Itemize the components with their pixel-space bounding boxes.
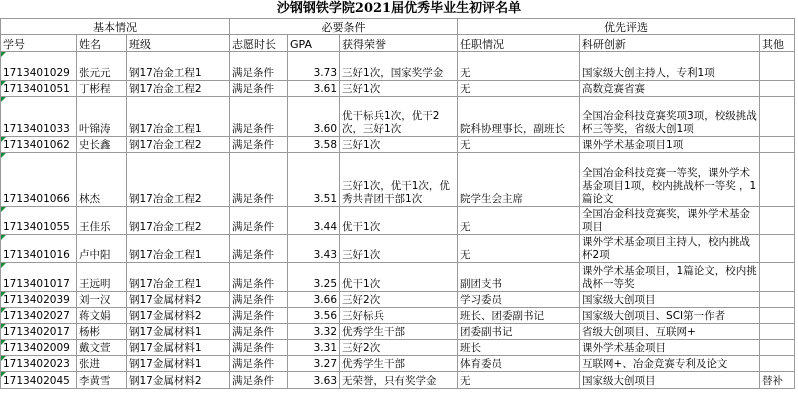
cell-other[interactable]: [760, 137, 795, 153]
cell-volunteer-hours[interactable]: 满足条件: [230, 308, 288, 324]
table-row: [1, 153, 795, 207]
cell-gpa[interactable]: 3.44: [288, 207, 340, 235]
section-required-conditions[interactable]: 必要条件: [230, 19, 458, 35]
cell-honors[interactable]: 优干标兵1次，优干2次，三好1次: [340, 97, 458, 137]
cell-honors[interactable]: 优秀学生干部: [340, 324, 458, 340]
cell-position[interactable]: 无: [458, 372, 580, 389]
cell-volunteer-hours[interactable]: 满足条件: [230, 137, 288, 153]
header-other[interactable]: 其他: [760, 35, 795, 52]
cell-other[interactable]: [760, 308, 795, 324]
cell-other[interactable]: [760, 263, 795, 292]
cell-position[interactable]: 学习委员: [458, 292, 580, 308]
cell-name[interactable]: 王佳乐: [77, 207, 127, 235]
header-gpa[interactable]: GPA: [288, 35, 340, 52]
cell-gpa[interactable]: 3.32: [288, 324, 340, 340]
header-student-id[interactable]: 学号: [1, 35, 77, 52]
cell-other[interactable]: [760, 356, 795, 372]
cell-position[interactable]: 班长、团委副书记: [458, 308, 580, 324]
table-row: [1, 324, 795, 340]
table-row: [1, 356, 795, 372]
table-row: [1, 137, 795, 153]
cell-volunteer-hours[interactable]: 满足条件: [230, 97, 288, 137]
cell-volunteer-hours[interactable]: 满足条件: [230, 324, 288, 340]
cell-class[interactable]: 钢17金属材料2: [127, 292, 230, 308]
cell-honors[interactable]: 优秀学生干部: [340, 356, 458, 372]
cell-position[interactable]: 无: [458, 81, 580, 97]
cell-research[interactable]: 全国冶金科技竞赛一等奖，课外学术基金项目1项，校内挑战杯一等奖 ，1篇论文: [580, 153, 760, 207]
cell-research[interactable]: 国家级大创主持人，专利1项: [580, 52, 760, 81]
header-honors[interactable]: 获得荣誉: [340, 35, 458, 52]
cell-class[interactable]: 钢17金属材料1: [127, 324, 230, 340]
table-row: [1, 308, 795, 324]
section-priority-selection[interactable]: 优先评选: [458, 19, 795, 35]
cell-research[interactable]: 互联网+、冶金竞赛专利及论文: [580, 356, 760, 372]
cell-student-id[interactable]: 1713402039: [1, 292, 77, 308]
cell-volunteer-hours[interactable]: 满足条件: [230, 292, 288, 308]
cell-student-id[interactable]: 1713401017: [1, 263, 77, 292]
table-row: [1, 340, 795, 356]
cell-position[interactable]: 院学生会主席: [458, 153, 580, 207]
cell-student-id[interactable]: 1713402023: [1, 356, 77, 372]
cell-volunteer-hours[interactable]: 满足条件: [230, 235, 288, 263]
cell-position[interactable]: 副团支书: [458, 263, 580, 292]
cell-honors[interactable]: 优干1次: [340, 263, 458, 292]
cell-other[interactable]: [760, 340, 795, 356]
cell-honors[interactable]: 三好2次: [340, 292, 458, 308]
table-row: [1, 81, 795, 97]
table-row: [1, 292, 795, 308]
table-row: [1, 235, 795, 263]
table-row: [1, 97, 795, 137]
table-row: [1, 52, 795, 81]
header-volunteer-hours[interactable]: 志愿时长: [230, 35, 288, 52]
cell-gpa[interactable]: 3.73: [288, 52, 340, 81]
cell-class[interactable]: 钢17金属材料1: [127, 356, 230, 372]
cell-position[interactable]: 团委副书记: [458, 324, 580, 340]
cell-name[interactable]: 王远明: [77, 263, 127, 292]
cell-position[interactable]: 无: [458, 52, 580, 81]
cell-other[interactable]: [760, 52, 795, 81]
cell-name[interactable]: 杨彬: [77, 324, 127, 340]
cell-name[interactable]: 丁彬程: [77, 81, 127, 97]
cell-volunteer-hours[interactable]: 满足条件: [230, 52, 288, 81]
table-row: [1, 207, 795, 235]
cell-gpa[interactable]: 3.56: [288, 308, 340, 324]
cell-position[interactable]: 无: [458, 207, 580, 235]
table-row: [1, 263, 795, 292]
cell-student-id[interactable]: 1713401029: [1, 52, 77, 81]
cell-name[interactable]: 史长鑫: [77, 137, 127, 153]
candidate-table: [0, 18, 795, 389]
cell-other[interactable]: [760, 153, 795, 207]
cell-gpa[interactable]: 3.63: [288, 372, 340, 389]
cell-research[interactable]: 高数竞赛省赛: [580, 81, 760, 97]
cell-name[interactable]: 蒋文娟: [77, 308, 127, 324]
cell-name[interactable]: 叶锦涛: [77, 97, 127, 137]
cell-class[interactable]: 钢17冶金工程2: [127, 153, 230, 207]
cell-gpa[interactable]: 3.58: [288, 137, 340, 153]
cell-research[interactable]: 课外学术基金项目，1篇论文，校内挑战杯一等奖: [580, 263, 760, 292]
cell-student-id[interactable]: 1713401051: [1, 81, 77, 97]
cell-name[interactable]: 刘一汉: [77, 292, 127, 308]
cell-honors[interactable]: 三好1次，优干1次，优秀共青团干部1次: [340, 153, 458, 207]
cell-student-id[interactable]: 1713401055: [1, 207, 77, 235]
cell-honors[interactable]: 三好1次: [340, 81, 458, 97]
cell-gpa[interactable]: 3.66: [288, 292, 340, 308]
cell-name[interactable]: 戴文萱: [77, 340, 127, 356]
cell-volunteer-hours[interactable]: 满足条件: [230, 153, 288, 207]
cell-volunteer-hours[interactable]: 满足条件: [230, 372, 288, 389]
cell-name[interactable]: 李黄雪: [77, 372, 127, 389]
cell-honors[interactable]: 三好1次，国家奖学金: [340, 52, 458, 81]
cell-student-id[interactable]: 1713402009: [1, 340, 77, 356]
header-class[interactable]: 班级: [127, 35, 230, 52]
cell-volunteer-hours[interactable]: 满足条件: [230, 263, 288, 292]
cell-position[interactable]: 体育委员: [458, 356, 580, 372]
header-name[interactable]: 姓名: [77, 35, 127, 52]
cell-class[interactable]: 钢17金属材料1: [127, 340, 230, 356]
cell-other[interactable]: [760, 235, 795, 263]
cell-gpa[interactable]: 3.60: [288, 97, 340, 137]
cell-gpa[interactable]: 3.51: [288, 153, 340, 207]
cell-name[interactable]: 张元元: [77, 52, 127, 81]
cell-honors[interactable]: 三好2次: [340, 340, 458, 356]
cell-class[interactable]: 钢17金属材料2: [127, 308, 230, 324]
cell-other[interactable]: 替补: [760, 372, 795, 389]
cell-other[interactable]: [760, 292, 795, 308]
cell-position[interactable]: 班长: [458, 340, 580, 356]
cell-other[interactable]: [760, 97, 795, 137]
cell-other[interactable]: [760, 81, 795, 97]
cell-class[interactable]: 钢17金属材料2: [127, 372, 230, 389]
cell-student-id[interactable]: 1713402017: [1, 324, 77, 340]
cell-research[interactable]: 课外学术基金项目: [580, 340, 760, 356]
cell-class[interactable]: 钢17冶金工程2: [127, 81, 230, 97]
cell-name[interactable]: 张进: [77, 356, 127, 372]
cell-gpa[interactable]: 3.27: [288, 356, 340, 372]
cell-other[interactable]: [760, 324, 795, 340]
section-header-row: [1, 19, 795, 35]
cell-research[interactable]: 课外学术基金项目主持人，校内挑战杯2项: [580, 235, 760, 263]
cell-gpa[interactable]: 3.43: [288, 235, 340, 263]
cell-student-id[interactable]: 1713401016: [1, 235, 77, 263]
cell-research[interactable]: 全国冶金科技竞赛奖项3项，校级挑战杯三等奖，省级大创1项: [580, 97, 760, 137]
cell-research[interactable]: 全国冶金科技竞赛奖，课外学术基金项目: [580, 207, 760, 235]
cell-volunteer-hours[interactable]: 满足条件: [230, 356, 288, 372]
cell-position[interactable]: 院科协理事长，副班长: [458, 97, 580, 137]
cell-gpa[interactable]: 3.31: [288, 340, 340, 356]
cell-class[interactable]: 钢17冶金工程1: [127, 263, 230, 292]
cell-student-id[interactable]: 1713401033: [1, 97, 77, 137]
cell-student-id[interactable]: 1713401066: [1, 153, 77, 207]
cell-name[interactable]: 卢中阳: [77, 235, 127, 263]
page-title: 沙钢钢铁学院2021届优秀毕业生初评名单: [276, 1, 522, 16]
cell-student-id[interactable]: 1713402045: [1, 372, 77, 389]
cell-honors[interactable]: 优干1次: [340, 207, 458, 235]
section-basic-info[interactable]: 基本情况: [1, 19, 230, 35]
cell-volunteer-hours[interactable]: 满足条件: [230, 81, 288, 97]
header-position[interactable]: 任职情况: [458, 35, 580, 52]
cell-research[interactable]: 国家级大创项目、SCI第一作者: [580, 308, 760, 324]
cell-honors[interactable]: 三好1次: [340, 235, 458, 263]
cell-position[interactable]: 无: [458, 137, 580, 153]
table-row: [1, 372, 795, 389]
cell-volunteer-hours[interactable]: 满足条件: [230, 207, 288, 235]
column-header-row: [1, 35, 795, 52]
cell-other[interactable]: [760, 207, 795, 235]
cell-name[interactable]: 林杰: [77, 153, 127, 207]
cell-class[interactable]: 钢17冶金工程2: [127, 207, 230, 235]
cell-class[interactable]: 钢17冶金工程1: [127, 235, 230, 263]
cell-student-id[interactable]: 1713402027: [1, 308, 77, 324]
cell-research[interactable]: 省级大创项目、互联网+: [580, 324, 760, 340]
cell-class[interactable]: 钢17冶金工程1: [127, 97, 230, 137]
cell-research[interactable]: 国家级大创项目: [580, 372, 760, 389]
cell-gpa[interactable]: 3.25: [288, 263, 340, 292]
cell-research[interactable]: 国家级大创项目: [580, 292, 760, 308]
cell-research[interactable]: 课外学术基金项目1项: [580, 137, 760, 153]
cell-gpa[interactable]: 3.61: [288, 81, 340, 97]
cell-volunteer-hours[interactable]: 满足条件: [230, 340, 288, 356]
cell-student-id[interactable]: 1713401062: [1, 137, 77, 153]
cell-position[interactable]: 无: [458, 235, 580, 263]
cell-class[interactable]: 钢17冶金工程2: [127, 137, 230, 153]
header-research[interactable]: 科研创新: [580, 35, 760, 52]
cell-class[interactable]: 钢17冶金工程1: [127, 52, 230, 81]
cell-honors[interactable]: 无荣誉，只有奖学金: [340, 372, 458, 389]
cell-honors[interactable]: 三好1次: [340, 137, 458, 153]
cell-honors[interactable]: 三好标兵: [340, 308, 458, 324]
